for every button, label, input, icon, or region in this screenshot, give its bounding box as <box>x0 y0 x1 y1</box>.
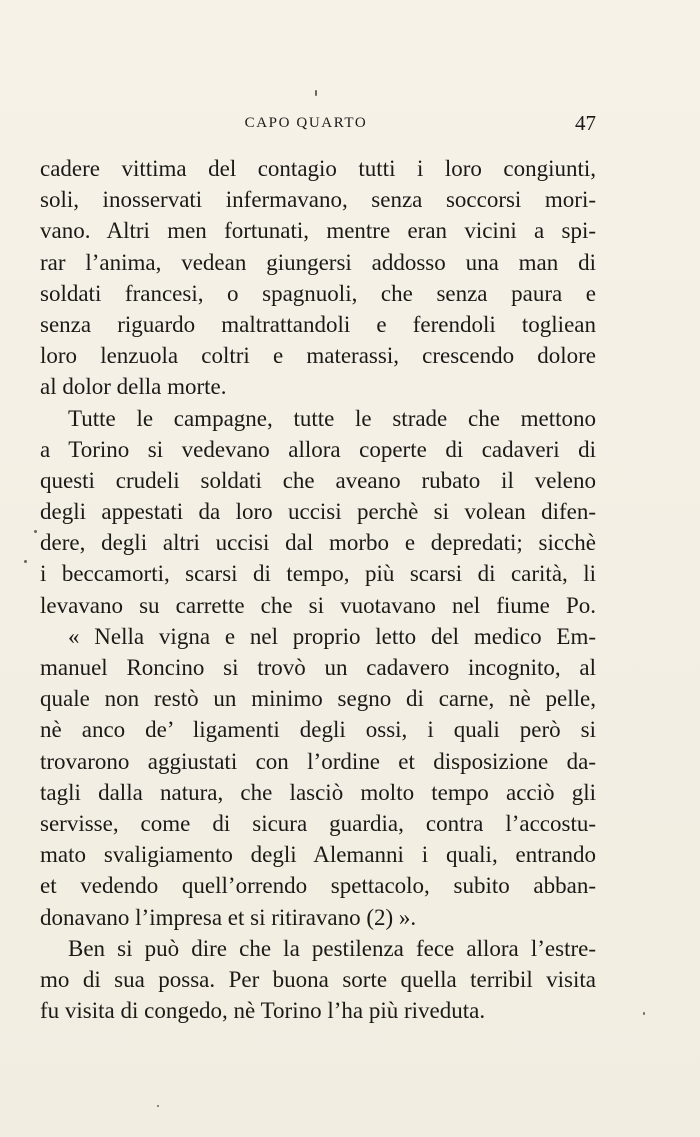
text-line: nè anco de’ ligamenti degli ossi, i quali però si <box>40 717 596 743</box>
text-line: tagli dalla natura, che lasciò molto tempo acciò gli <box>40 779 596 805</box>
text-line: cadere vittima del contagio tutti i loro congiunti, <box>40 156 596 181</box>
text-line: i beccamorti, scarsi di tempo, più scarsi di carità, li <box>40 561 596 587</box>
body-text <box>40 153 596 1026</box>
text-line: mo di sua possa. Per buona sorte quella terribil visita <box>40 966 596 992</box>
ink-speck <box>34 530 37 533</box>
text-line: levavano su carrette che si vuotavano nel fiume Po. <box>40 592 596 618</box>
text-line: vano. Altri men fortunati, mentre eran vicini a spi- <box>40 218 596 244</box>
text-line: servisse, come di sicura guardia, contra l’accostu- <box>40 810 596 836</box>
text-line: senza riguardo maltrattandoli e ferendoli togliean <box>40 311 596 337</box>
text-line: dere, degli altri uccisi dal morbo e depredati; sicchè <box>40 530 596 556</box>
page-header <box>40 111 596 139</box>
paragraph-start-line: Ben si può dire che la pestilenza fece allora l’estre- <box>68 935 596 961</box>
text-line: loro lenzuola coltri e materassi, crescendo dolore <box>40 343 596 369</box>
ink-speck <box>643 1012 645 1015</box>
text-line: mato svaligiamento degli Alemanni i quali, entrando <box>40 842 596 868</box>
paragraph-end-line: al dolor della morte. <box>40 374 227 400</box>
text-line: quale non restò un minimo segno di carne, nè pelle, <box>40 686 596 712</box>
running-head: CAPO QUARTO <box>244 115 368 131</box>
text-line: trovarono aggiustati con l’ordine et disposizione da- <box>40 748 596 774</box>
ink-speck <box>157 1105 159 1107</box>
paragraph-start-line: Tutte le campagne, tutte le strade che mettono <box>68 405 596 431</box>
paragraph-end-line: fu visita di congedo, nè Torino l’ha più riveduta. <box>40 998 486 1024</box>
page-number: 47 <box>575 111 596 135</box>
paragraph-end-line: donavano l’impresa et si ritiravano (2) ». <box>40 904 417 930</box>
text-line: rar l’anima, vedean giungersi addosso una man di <box>40 249 596 275</box>
text-line: questi crudeli soldati che aveano rubato il veleno <box>40 467 596 493</box>
text-line: soldati francesi, o spagnuoli, che senza paura e <box>40 280 596 306</box>
text-line: a Torino si vedevano allora coperte di cadaveri di <box>40 436 596 462</box>
paragraph-start-line: « Nella vigna e nel proprio letto del medico Em- <box>68 623 596 649</box>
ink-speck <box>315 90 317 96</box>
text-line: degli appestati da loro uccisi perchè si volean difen- <box>40 499 596 525</box>
text-line: soli, inosservati infermavano, senza soccorsi mori- <box>40 187 596 213</box>
text-line: manuel Roncino si trovò un cadavero incognito, al <box>40 655 596 680</box>
ink-speck <box>24 560 27 563</box>
text-line: et vedendo quell’orrendo spettacolo, subito abban- <box>40 873 596 899</box>
